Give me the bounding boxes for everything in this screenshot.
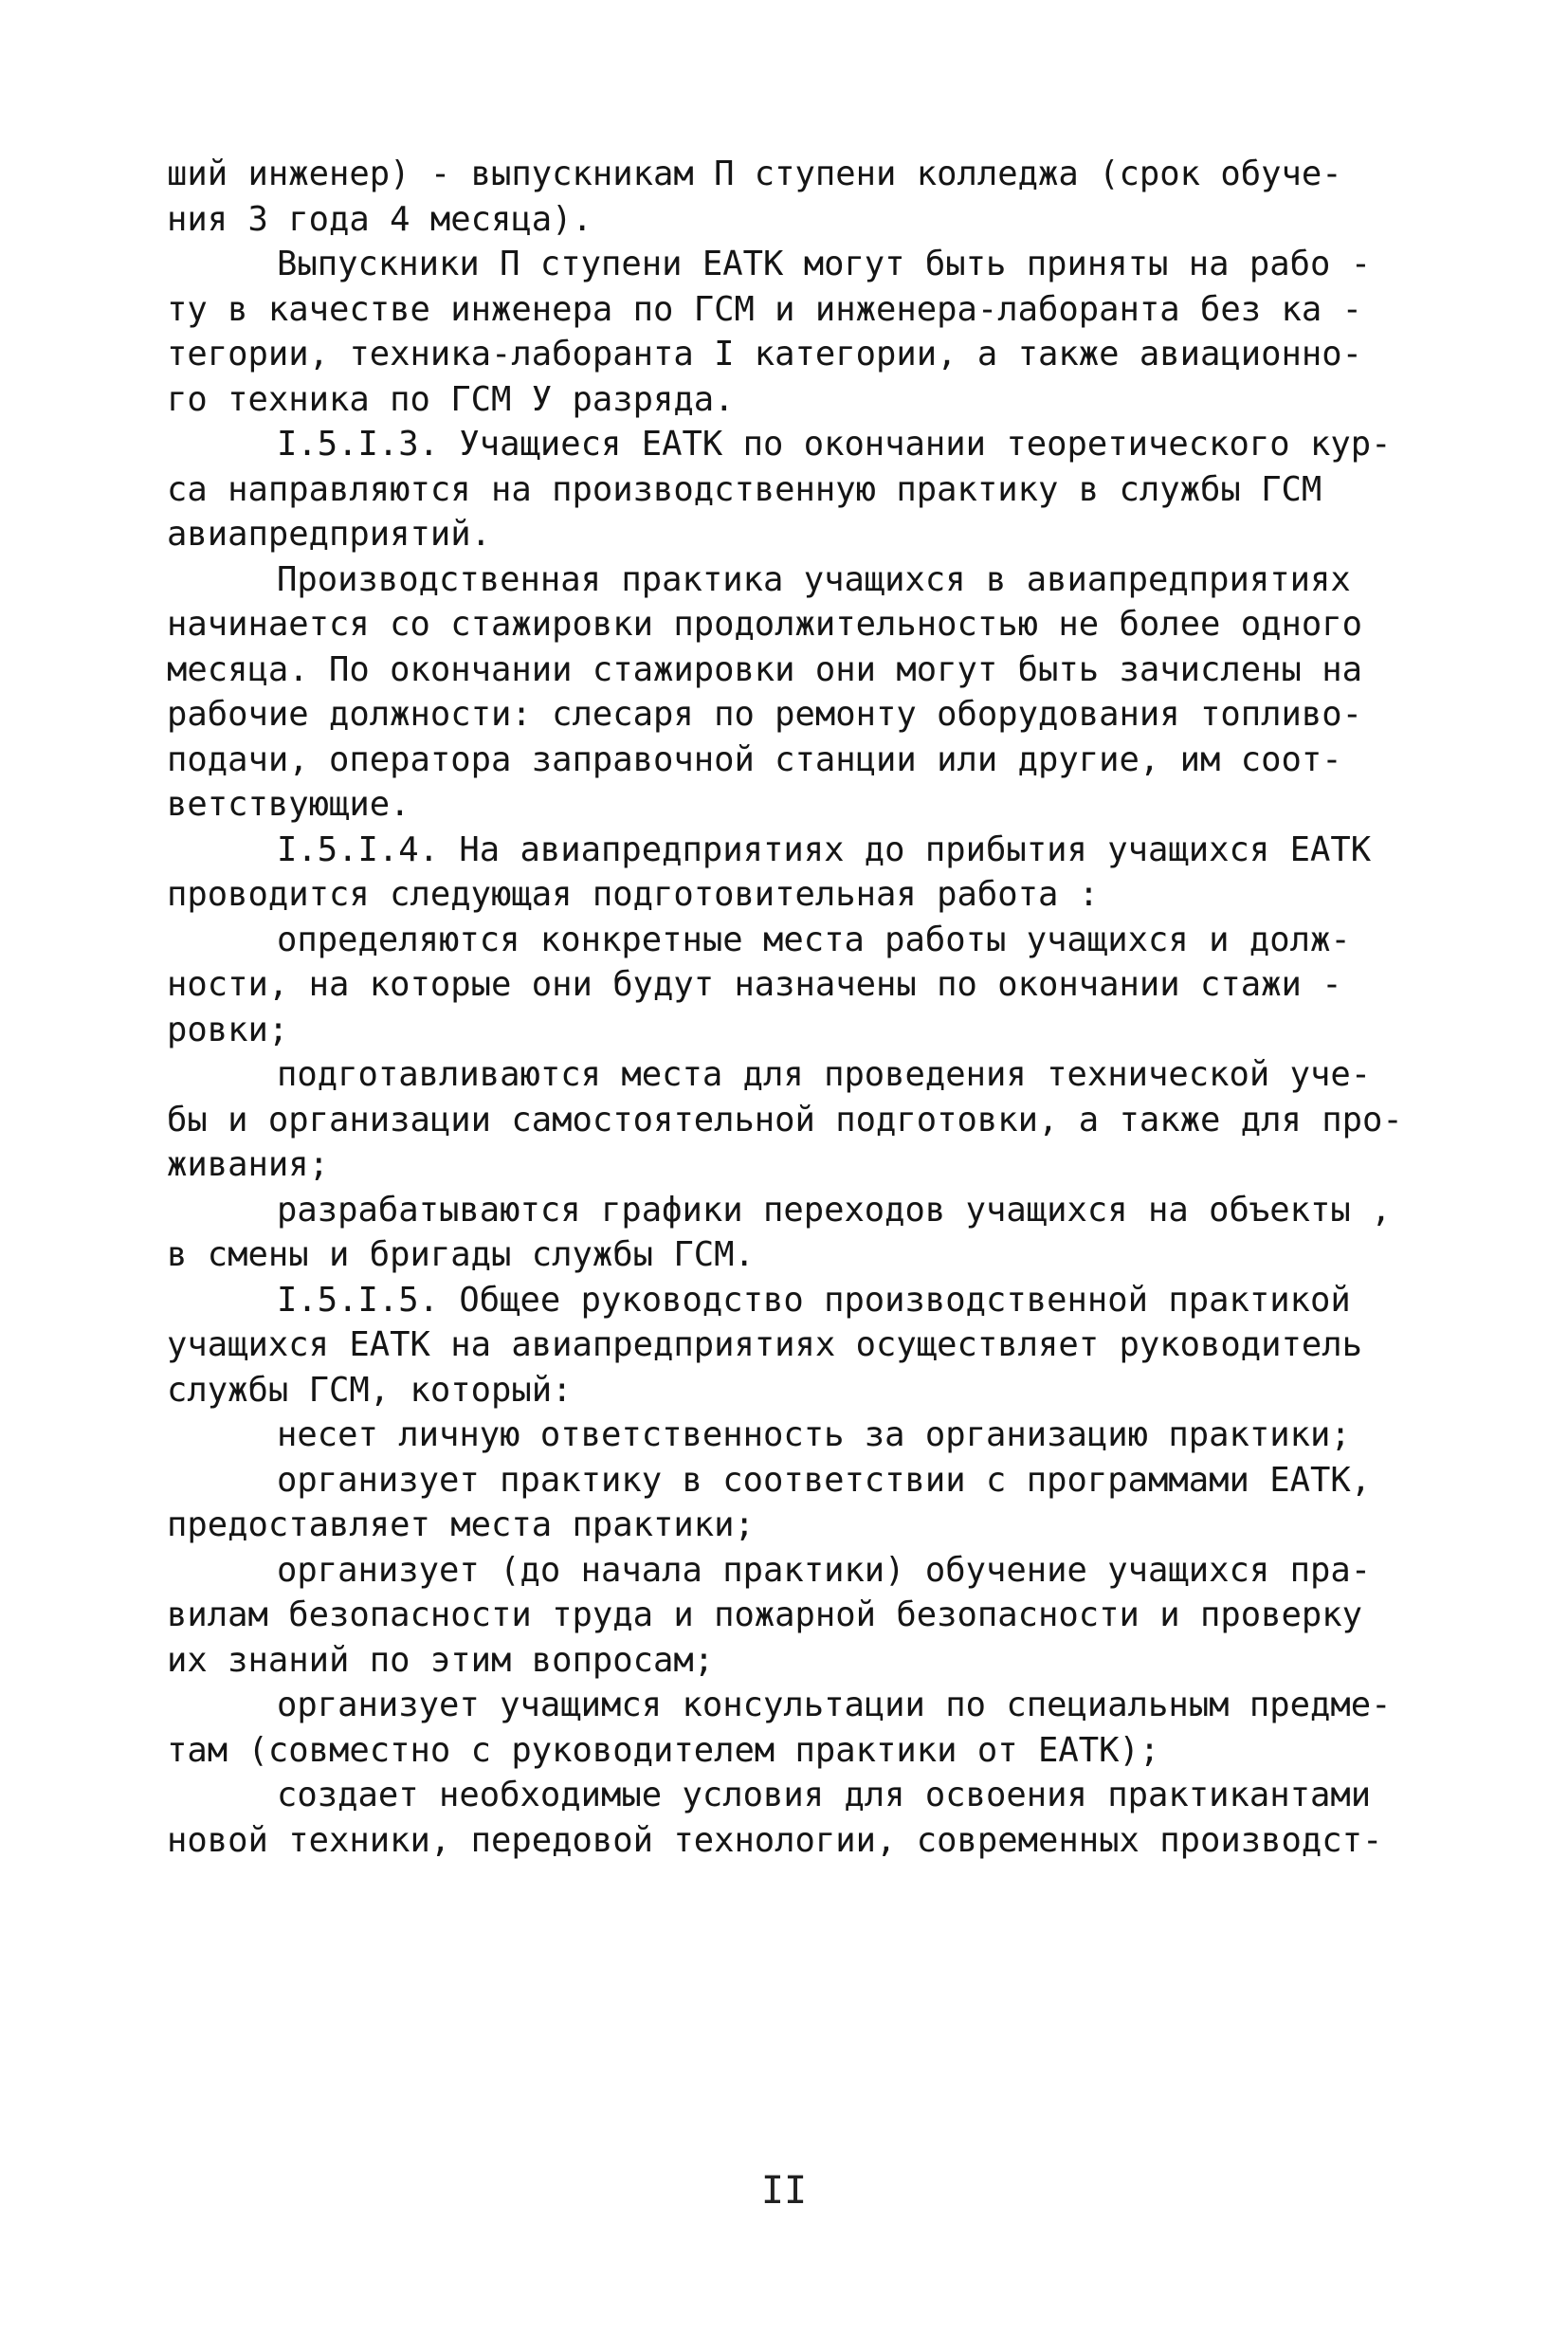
text-line: бы и организации самостоятельной подготовки, а также для про- [167, 1100, 1403, 1139]
text-line: Производственная практика учащихся в авиапредприятиях [277, 559, 1351, 599]
text-line: вилам безопасности труда и пожарной безопасности и проверку [167, 1595, 1362, 1634]
text-line: организует практику в соответствии с программами ЕАТК, [277, 1460, 1372, 1500]
text-line: авиапредприятий. [167, 515, 491, 554]
text-line: ветствующие. [167, 785, 410, 824]
text-line: учащихся ЕАТК на авиапредприятиях осуществляет руководитель [167, 1325, 1362, 1364]
text-line: ровки; [167, 1010, 289, 1049]
text-line: разрабатываются графики переходов учащихся на объекты , [277, 1190, 1392, 1230]
text-line: проводится следующая подготовительная работа : [167, 875, 1100, 914]
text-line: определяются конкретные места работы учащихся и долж- [277, 920, 1351, 959]
text-line: I.5.I.5. Общее руководство производственной практикой [277, 1280, 1351, 1320]
text-line: организует учащимся консультации по специальным предме- [277, 1686, 1392, 1724]
text-line: месяца. По окончании стажировки они могут быть зачислены на [167, 649, 1362, 689]
text-line: создает необходимые условия для освоения практикантами [277, 1776, 1372, 1814]
text-line: рабочие должности: слесаря по ремонту оборудования топливо- [167, 695, 1362, 734]
text-line: ший инженер) - выпускникам П ступени колледжа (срок обуче- [167, 155, 1342, 193]
text-line: подготавливаются места для проведения технической уче- [277, 1055, 1372, 1094]
text-line: службы ГСМ, который: [167, 1370, 573, 1410]
text-line: ния 3 года 4 месяца). [167, 199, 593, 239]
text-line: новой техники, передовой технологии, современных производст- [167, 1820, 1383, 1860]
text-line: ту в качестве инженера по ГСМ и инженера-лаборанта без ка - [167, 289, 1362, 329]
text-line: са направляются на производственную практику в службы ГСМ [167, 469, 1322, 509]
text-line: несет личную ответственность за организацию практики; [277, 1415, 1351, 1454]
text-line: там (совместно с руководителем практики от ЕАТК); [167, 1730, 1160, 1770]
text-line: Выпускники П ступени ЕАТК могут быть приняты на рабо - [277, 245, 1372, 283]
page-number: II [760, 2169, 808, 2213]
text-line: ности, на которые они будут назначены по окончании стажи - [167, 965, 1342, 1004]
text-line: I.5.I.3. Учащиеся ЕАТК по окончании теоретического кур- [277, 425, 1392, 464]
text-line: I.5.I.4. На авиапредприятиях до прибытия учащихся ЕАТК [277, 829, 1372, 869]
text-line: го техника по ГСМ У разряда. [167, 379, 735, 419]
text-line: предоставляет места практики; [167, 1505, 755, 1544]
text-line: подачи, оператора заправочной станции или другие, им соот- [167, 739, 1342, 779]
text-line: их знаний по этим вопросам; [167, 1640, 715, 1680]
text-line: живания; [167, 1145, 329, 1184]
text-line: тегории, техника-лаборанта I категории, а также авиационно- [167, 335, 1362, 374]
text-line: в смены и бригады службы ГСМ. [167, 1235, 755, 1274]
body-text [167, 152, 1418, 1863]
text-line: начинается со стажировки продолжительностью не более одного [167, 605, 1362, 644]
text-line: организует (до начала практики) обучение учащихся пра- [277, 1550, 1372, 1590]
